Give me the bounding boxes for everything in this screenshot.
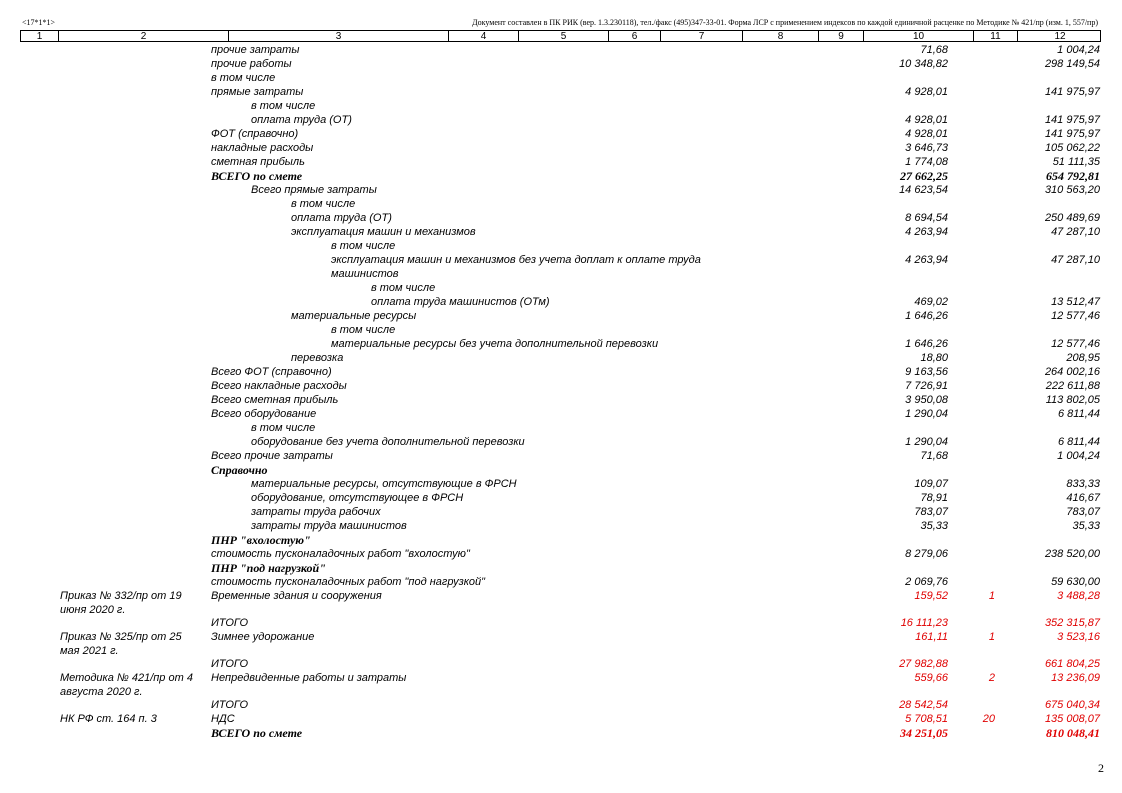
row-label: ИТОГО [211, 617, 249, 629]
col-header-7: 7 [661, 31, 743, 41]
table-row [0, 281, 1122, 295]
table-row [0, 589, 1122, 616]
value-col-12: 13 512,47 [1051, 296, 1100, 308]
row-label: Справочно [211, 463, 268, 477]
value-col-12: 1 004,24 [1057, 450, 1100, 462]
table-row [0, 657, 1122, 671]
table-row [0, 267, 1122, 281]
row-label: материальные ресурсы [291, 310, 417, 322]
col-header-10: 10 [864, 31, 974, 41]
table-row [0, 421, 1122, 435]
value-col-12: 352 315,87 [1044, 617, 1100, 629]
value-col-10: 161,11 [915, 631, 948, 643]
col-header-12: 12 [1054, 31, 1066, 42]
value-col-10: 4 928,01 [905, 128, 948, 140]
page-number: 2 [1098, 761, 1104, 775]
row-label: Зимнее удорожание [211, 631, 315, 643]
row-label: ВСЕГО по смете [211, 169, 303, 183]
row-label: оборудование, отсутствующее в ФРСН [251, 492, 464, 504]
row-label: прочие затраты [211, 44, 300, 56]
table-row [0, 169, 1122, 183]
row-label: машинистов [331, 268, 399, 280]
value-col-10: 469,02 [914, 296, 948, 308]
table-row [0, 337, 1122, 351]
table-row [0, 505, 1122, 519]
table-row [0, 519, 1122, 533]
row-label: затраты труда машинистов [251, 520, 407, 532]
justification-cell: НК РФ ст. 164 п. 3 [60, 713, 157, 725]
table-row [0, 211, 1122, 225]
value-col-10: 4 928,01 [905, 86, 948, 98]
justification-cell: Приказ № 325/пр от 25 мая 2021 г. [60, 631, 182, 657]
col-header-11: 11 [974, 31, 1018, 41]
value-col-10: 7 726,91 [905, 380, 948, 392]
value-col-12: 47 287,10 [1051, 254, 1100, 266]
value-col-10: 78,91 [920, 492, 948, 504]
value-col-12: 59 630,00 [1051, 576, 1100, 588]
row-label: Всего сметная прибыль [211, 394, 339, 406]
table-row [0, 712, 1122, 726]
row-label: затраты труда рабочих [251, 506, 381, 518]
value-col-10: 1 290,04 [905, 408, 948, 420]
row-label: Временные здания и сооружения [211, 590, 382, 602]
table-row [0, 630, 1122, 657]
table-row [0, 435, 1122, 449]
row-label: в том числе [371, 282, 436, 294]
table-row [0, 575, 1122, 589]
value-col-10: 18,80 [920, 352, 948, 364]
table-row [0, 57, 1122, 71]
value-col-10: 1 290,04 [905, 436, 948, 448]
col-header-9: 9 [819, 31, 864, 41]
value-col-10: 5 708,51 [905, 713, 948, 725]
table-row [0, 141, 1122, 155]
row-label: ПНР "под нагрузкой" [211, 561, 326, 575]
table-row [0, 698, 1122, 712]
value-col-12: 661 804,25 [1044, 658, 1100, 670]
value-col-12: 141 975,97 [1044, 128, 1100, 140]
value-col-10: 35,33 [920, 520, 948, 532]
value-col-10: 71,68 [920, 44, 948, 56]
col-header-3: 3 [229, 31, 449, 41]
row-label: ИТОГО [211, 699, 249, 711]
row-label: Всего прямые затраты [251, 184, 377, 196]
row-label: в том числе [211, 72, 276, 84]
value-col-10: 28 542,54 [899, 699, 948, 711]
col-header-5: 5 [519, 31, 609, 41]
value-col-10: 10 348,82 [899, 58, 948, 70]
table-row [0, 253, 1122, 267]
col-header-6: 6 [609, 31, 661, 41]
value-col-12: 298 149,54 [1044, 58, 1100, 70]
value-col-10: 1 774,08 [905, 156, 948, 168]
row-label: оплата труда машинистов (ОТм) [371, 296, 550, 308]
row-label: Всего ФОТ (справочно) [211, 366, 332, 378]
row-label: перевозка [291, 352, 344, 364]
row-label: НДС [211, 713, 235, 725]
table-row [0, 197, 1122, 211]
value-col-10: 109,07 [914, 478, 948, 490]
row-label: материальные ресурсы, отсутствующие в ФРСН [251, 478, 517, 490]
value-col-12: 12 577,46 [1051, 310, 1100, 322]
table-row [0, 113, 1122, 127]
table-row [0, 463, 1122, 477]
row-label: в том числе [331, 240, 396, 252]
value-col-12: 1 004,24 [1057, 44, 1100, 56]
value-col-12: 141 975,97 [1044, 114, 1100, 126]
value-col-12: 113 802,05 [1045, 394, 1100, 406]
value-col-12: 810 048,41 [1046, 726, 1100, 740]
value-col-10: 71,68 [920, 450, 948, 462]
value-col-12: 208,95 [1066, 352, 1100, 364]
row-label: прочие работы [211, 58, 292, 70]
table-row [0, 183, 1122, 197]
row-label: в том числе [291, 198, 356, 210]
row-label: материальные ресурсы без учета дополнительной перевозки [331, 338, 659, 350]
value-col-10: 559,66 [914, 672, 948, 684]
value-col-12: 250 489,69 [1044, 212, 1100, 224]
row-label: ИТОГО [211, 658, 249, 670]
value-col-10: 27 662,25 [900, 169, 948, 183]
table-row [0, 393, 1122, 407]
value-col-10: 3 646,73 [905, 142, 948, 154]
table-row [0, 323, 1122, 337]
row-label: оплата труда (ОТ) [291, 212, 392, 224]
value-col-10: 1 646,26 [905, 310, 948, 322]
table-row [0, 726, 1122, 740]
value-col-10: 27 982,88 [899, 658, 948, 670]
row-label: накладные расходы [211, 142, 314, 154]
row-label: эксплуатация машин и механизмов без учета доплат к оплате труда [331, 254, 701, 266]
table-row [0, 309, 1122, 323]
row-label: оплата труда (ОТ) [251, 114, 352, 126]
value-col-12: 675 040,34 [1044, 699, 1100, 711]
col-header-4: 4 [449, 31, 519, 41]
value-col-12: 783,07 [1066, 506, 1100, 518]
row-label: в том числе [251, 422, 316, 434]
row-label: в том числе [331, 324, 396, 336]
doc-code: <17*1*1> [22, 18, 56, 27]
row-label: Непредвиденные работы и затраты [211, 672, 407, 684]
col-header-8: 8 [743, 31, 819, 41]
table-row [0, 533, 1122, 547]
value-col-12: 3 523,16 [1057, 631, 1100, 643]
value-col-11: 20 [982, 713, 995, 725]
row-label: оборудование без учета дополнительной перевозки [251, 436, 525, 448]
value-col-12: 35,33 [1072, 520, 1100, 532]
value-col-12: 12 577,46 [1051, 338, 1100, 350]
value-col-10: 34 251,05 [900, 726, 948, 740]
value-col-10: 1 646,26 [905, 338, 948, 350]
table-row [0, 449, 1122, 463]
table-row [0, 295, 1122, 309]
row-label: ФОТ (справочно) [211, 128, 299, 140]
value-col-12: 141 975,97 [1044, 86, 1100, 98]
value-col-10: 4 263,94 [905, 254, 948, 266]
table-row [0, 616, 1122, 630]
value-col-12: 3 488,28 [1057, 590, 1100, 602]
row-label: Всего накладные расходы [211, 380, 347, 392]
table-row [0, 155, 1122, 169]
row-label: ВСЕГО по смете [211, 726, 303, 740]
row-label: стоимость пусконаладочных работ "вхолостую" [211, 548, 470, 560]
table-row [0, 407, 1122, 421]
value-col-10: 783,07 [914, 506, 948, 518]
row-label: сметная прибыль [211, 156, 305, 168]
value-col-12: 238 520,00 [1044, 548, 1100, 560]
value-col-11: 1 [988, 590, 995, 602]
table-row [0, 225, 1122, 239]
table-row [0, 351, 1122, 365]
table-row [0, 491, 1122, 505]
table-row [0, 99, 1122, 113]
table-row [0, 547, 1122, 561]
value-col-10: 9 163,56 [905, 366, 948, 378]
doc-header-note: Документ составлен в ПК РИК (вер. 1.3.230118), тел./факс (495)347-33-01. Форма ЛСР с применением индексов по каждой единичной расценке по Методике № 421/пр (изм. 1, 557/пр) [472, 18, 1098, 27]
value-col-12: 13 236,09 [1051, 672, 1100, 684]
value-col-11: 1 [988, 631, 995, 643]
value-col-10: 4 263,94 [905, 226, 948, 238]
table-row [0, 43, 1122, 57]
value-col-12: 310 563,20 [1044, 184, 1100, 196]
table-row [0, 85, 1122, 99]
row-label: Всего прочие затраты [211, 450, 333, 462]
value-col-10: 8 694,54 [905, 212, 948, 224]
value-col-10: 159,52 [914, 590, 948, 602]
value-col-12: 51 111,35 [1052, 156, 1100, 168]
column-header-row [20, 30, 1101, 42]
row-label: прямые затраты [211, 86, 304, 98]
value-col-10: 14 623,54 [899, 184, 948, 196]
value-col-11: 2 [988, 672, 995, 684]
col-header-2: 2 [59, 31, 229, 41]
value-col-12: 6 811,44 [1057, 408, 1100, 420]
value-col-12: 6 811,44 [1057, 436, 1100, 448]
value-col-10: 16 111,23 [900, 617, 948, 629]
value-col-12: 654 792,81 [1046, 169, 1100, 183]
justification-cell: Методика № 421/пр от 4 августа 2020 г. [60, 672, 193, 698]
value-col-10: 8 279,06 [905, 548, 948, 560]
value-col-12: 833,33 [1066, 478, 1100, 490]
row-label: в том числе [251, 100, 316, 112]
value-col-12: 135 008,07 [1044, 713, 1100, 725]
row-label: ПНР "вхолостую" [211, 533, 311, 547]
table-row [0, 71, 1122, 85]
table-row [0, 127, 1122, 141]
table-row [0, 477, 1122, 491]
col-header-1: 1 [21, 31, 59, 41]
value-col-12: 47 287,10 [1051, 226, 1100, 238]
value-col-12: 105 062,22 [1044, 142, 1100, 154]
value-col-10: 3 950,08 [905, 394, 948, 406]
table-row [0, 671, 1122, 698]
justification-cell: Приказ № 332/пр от 19 июня 2020 г. [60, 590, 182, 616]
table-row [0, 379, 1122, 393]
table-row [0, 239, 1122, 253]
row-label: эксплуатация машин и механизмов [291, 226, 476, 238]
value-col-10: 4 928,01 [905, 114, 948, 126]
table-row [0, 365, 1122, 379]
value-col-12: 222 611,88 [1045, 380, 1100, 392]
value-col-10: 2 069,76 [905, 576, 948, 588]
row-label: Всего оборудование [211, 408, 317, 420]
value-col-12: 416,67 [1066, 492, 1100, 504]
table-row [0, 561, 1122, 575]
value-col-12: 264 002,16 [1044, 366, 1100, 378]
row-label: стоимость пусконаладочных работ "под нагрузкой" [211, 576, 486, 588]
